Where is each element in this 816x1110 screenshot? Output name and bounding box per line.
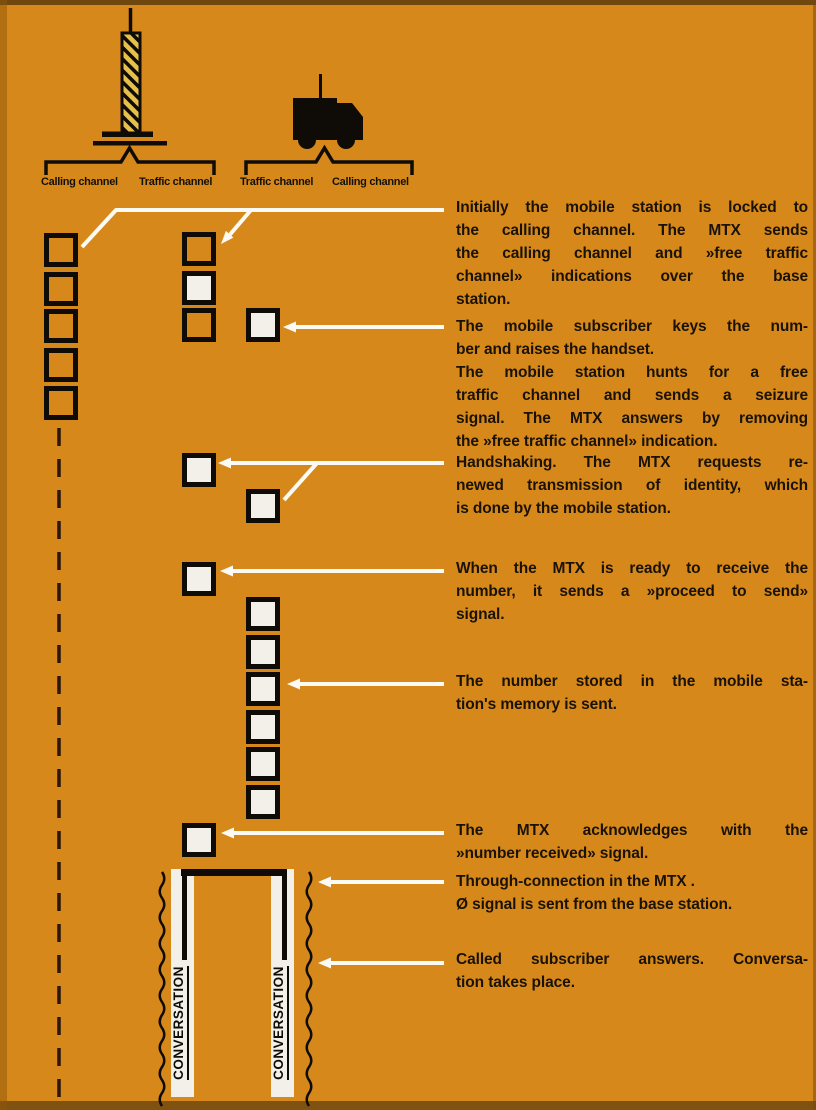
signal-square-outline <box>182 232 216 266</box>
step-text-line: is done by the mobile station. <box>456 500 671 517</box>
arrow-handshake-branch <box>284 463 317 500</box>
zigzag-line <box>160 872 165 1106</box>
step-text-line: When the MTX is ready to receive the <box>456 560 808 577</box>
arrow-calling-channel-branch <box>227 210 251 238</box>
signal-square-white <box>246 489 280 523</box>
step-text-7 <box>456 870 808 916</box>
step-text-2 <box>456 315 808 453</box>
conversation-label-right: CONVERSATION <box>271 961 293 1085</box>
signal-square-white <box>246 635 280 669</box>
step-text-4 <box>456 557 808 626</box>
step-text-line: »number received» signal. <box>456 845 649 862</box>
signal-square-outline <box>44 386 78 420</box>
signal-square-white <box>182 562 216 596</box>
signal-square-outline <box>182 308 216 342</box>
through-connection-line-left <box>182 876 187 960</box>
channel-brackets <box>46 148 412 175</box>
signal-square-outline <box>44 309 78 343</box>
step-text-line: Initially the mobile station is locked to <box>456 199 808 216</box>
step-text-line: the calling channel and »free traffic <box>456 245 808 262</box>
channel-label-mobile-calling: Calling channel <box>332 176 409 188</box>
signal-square-outline <box>44 272 78 306</box>
signal-square-white <box>246 747 280 781</box>
step-text-line: Handshaking. The MTX requests re- <box>456 454 808 471</box>
signal-square-white <box>182 271 216 305</box>
step-text-line: ber and raises the handset. <box>456 341 655 358</box>
signal-square-outline <box>44 348 78 382</box>
signal-square-white <box>182 823 216 857</box>
channel-label-base-calling: Calling channel <box>41 176 118 188</box>
conversation-label-left: CONVERSATION <box>171 961 193 1085</box>
step-text-1 <box>456 196 808 311</box>
step-text-line: The number stored in the mobile sta- <box>456 673 808 690</box>
step-text-line: Through-connection in the MTX . <box>456 873 695 890</box>
through-connection-line-right <box>282 876 287 960</box>
signal-square-white <box>246 785 280 819</box>
step-text-line: Ø signal is sent from the base station. <box>456 896 733 913</box>
signal-square-white <box>182 453 216 487</box>
signal-square-outline <box>44 233 78 267</box>
channel-label-mobile-traffic: Traffic channel <box>240 176 314 188</box>
step-text-line: tion's memory is sent. <box>456 696 617 713</box>
step-text-8 <box>456 948 808 994</box>
signal-square-white <box>246 710 280 744</box>
step-text-line: The MTX acknowledges with the <box>456 822 808 839</box>
step-text-line: the calling channel. The MTX sends <box>456 222 808 239</box>
step-text-line: newed transmission of identity, which <box>456 477 808 494</box>
radio-tower-icon <box>93 8 167 148</box>
step-text-5 <box>456 670 808 716</box>
step-text-line: The mobile subscriber keys the num- <box>456 318 808 335</box>
truck-icon <box>293 74 363 149</box>
channel-label-base-traffic: Traffic channel <box>139 176 213 188</box>
step-text-line: Called subscriber answers. Conversa- <box>456 951 808 968</box>
arrow-calling-channel <box>82 210 444 247</box>
zigzag-line <box>307 872 312 1106</box>
step-text-line: tion takes place. <box>456 974 575 991</box>
through-connection-bar <box>181 869 287 876</box>
step-text-6 <box>456 819 808 865</box>
step-text-line: The mobile station hunts for a free <box>456 364 808 381</box>
step-text-line: traffic channel and sends a seizure <box>456 387 808 404</box>
step-text-line: the »free traffic channel» indication. <box>456 433 718 450</box>
signal-square-white <box>246 672 280 706</box>
step-text-line: channel» indications over the base <box>456 268 808 285</box>
step-text-line: station. <box>456 291 511 308</box>
step-text-line: signal. <box>456 606 505 623</box>
signal-square-white <box>246 597 280 631</box>
step-text-line: number, it sends a »proceed to send» <box>456 583 808 600</box>
step-text-line: signal. The MTX answers by removing <box>456 410 808 427</box>
step-text-3 <box>456 451 808 520</box>
signal-square-white <box>246 308 280 342</box>
